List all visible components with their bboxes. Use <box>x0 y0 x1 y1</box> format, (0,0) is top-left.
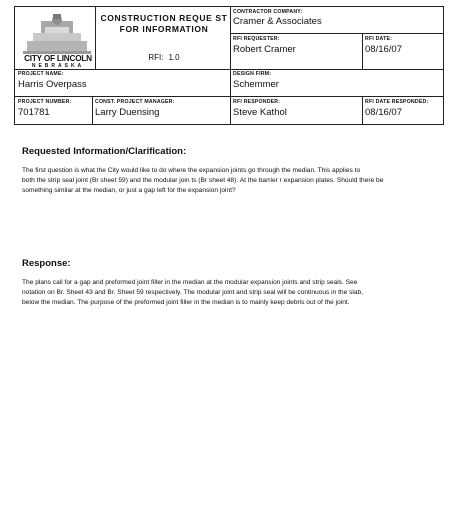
rfi-date-responded-value: 08/16/07 <box>365 107 402 118</box>
form-title: CONSTRUCTION REQUE ST FOR INFORMATION <box>100 13 228 34</box>
grid-line <box>230 33 444 34</box>
request-line: The first question is what the City would like to do where the expansion joints go through the median. This applies to <box>22 167 361 174</box>
project-name-label: PROJECT NAME: <box>18 71 64 77</box>
rfi-date-label: RFI DATE: <box>365 36 393 42</box>
response-heading: Response: <box>22 258 71 269</box>
project-name-value: Harris Overpass <box>18 79 87 90</box>
rfi-header-form <box>14 6 444 125</box>
grid-line <box>362 33 363 69</box>
logo-state-text: NEBRASKA <box>31 63 85 69</box>
rfi-number <box>99 53 229 62</box>
rfi-date-value: 08/16/07 <box>365 44 402 55</box>
rfi-date-responded-label: RFI DATE RESPONDED: <box>365 99 429 105</box>
response-body <box>22 278 363 308</box>
contractor-company-label: CONTRACTOR COMPANY: <box>233 9 303 15</box>
city-of-lincoln-logo <box>19 11 95 55</box>
response-line: notation on Br. Sheet 43 and Br. Sheet 59 respectively. The modular joint and strip seal will be continuous in the slab, <box>22 289 364 296</box>
project-number-label: PROJECT NUMBER: <box>18 99 72 105</box>
logo-city-text: CITY OF LINCOLN <box>24 54 92 63</box>
rfi-responder-label: RFI RESPONDER: <box>233 99 281 105</box>
request-body <box>22 166 383 196</box>
const-project-manager-value: Larry Duensing <box>95 107 160 118</box>
rfi-requester-value: Robert Cramer <box>233 44 296 55</box>
grid-line <box>362 96 363 125</box>
contractor-company-value: Cramer & Associates <box>233 16 322 27</box>
rfi-value: 1.0 <box>168 53 180 62</box>
project-number-value: 701781 <box>18 107 50 118</box>
request-line: something similar at the median, or just a gap left for the expansion joint? <box>22 187 236 194</box>
request-line: both the strip seal joint (Br sheet 59) and the modular join ts (Br sheet 48). At the barrier r expansion plates. Should there be <box>22 177 384 184</box>
grid-line <box>230 7 231 125</box>
design-firm-label: DESIGN FIRM: <box>233 71 272 77</box>
const-project-manager-label: CONST. PROJECT MANAGER: <box>95 99 175 105</box>
rfi-requester-label: RFI REQUESTER: <box>233 36 280 42</box>
response-line: below the median. The purpose of the preformed joint filler in the median is to mainly keep debris out of the joint. <box>22 299 350 306</box>
request-heading: Requested Information/Clarification: <box>22 146 187 157</box>
grid-line <box>92 96 93 125</box>
rfi-responder-value: Steve Kathol <box>233 107 287 118</box>
response-line: The plans call for a gap and preformed joint filler in the median at the modular expansion joints and strip seals. See <box>22 279 358 286</box>
design-firm-value: Schemmer <box>233 79 279 90</box>
rfi-label: RFI: <box>148 53 164 62</box>
